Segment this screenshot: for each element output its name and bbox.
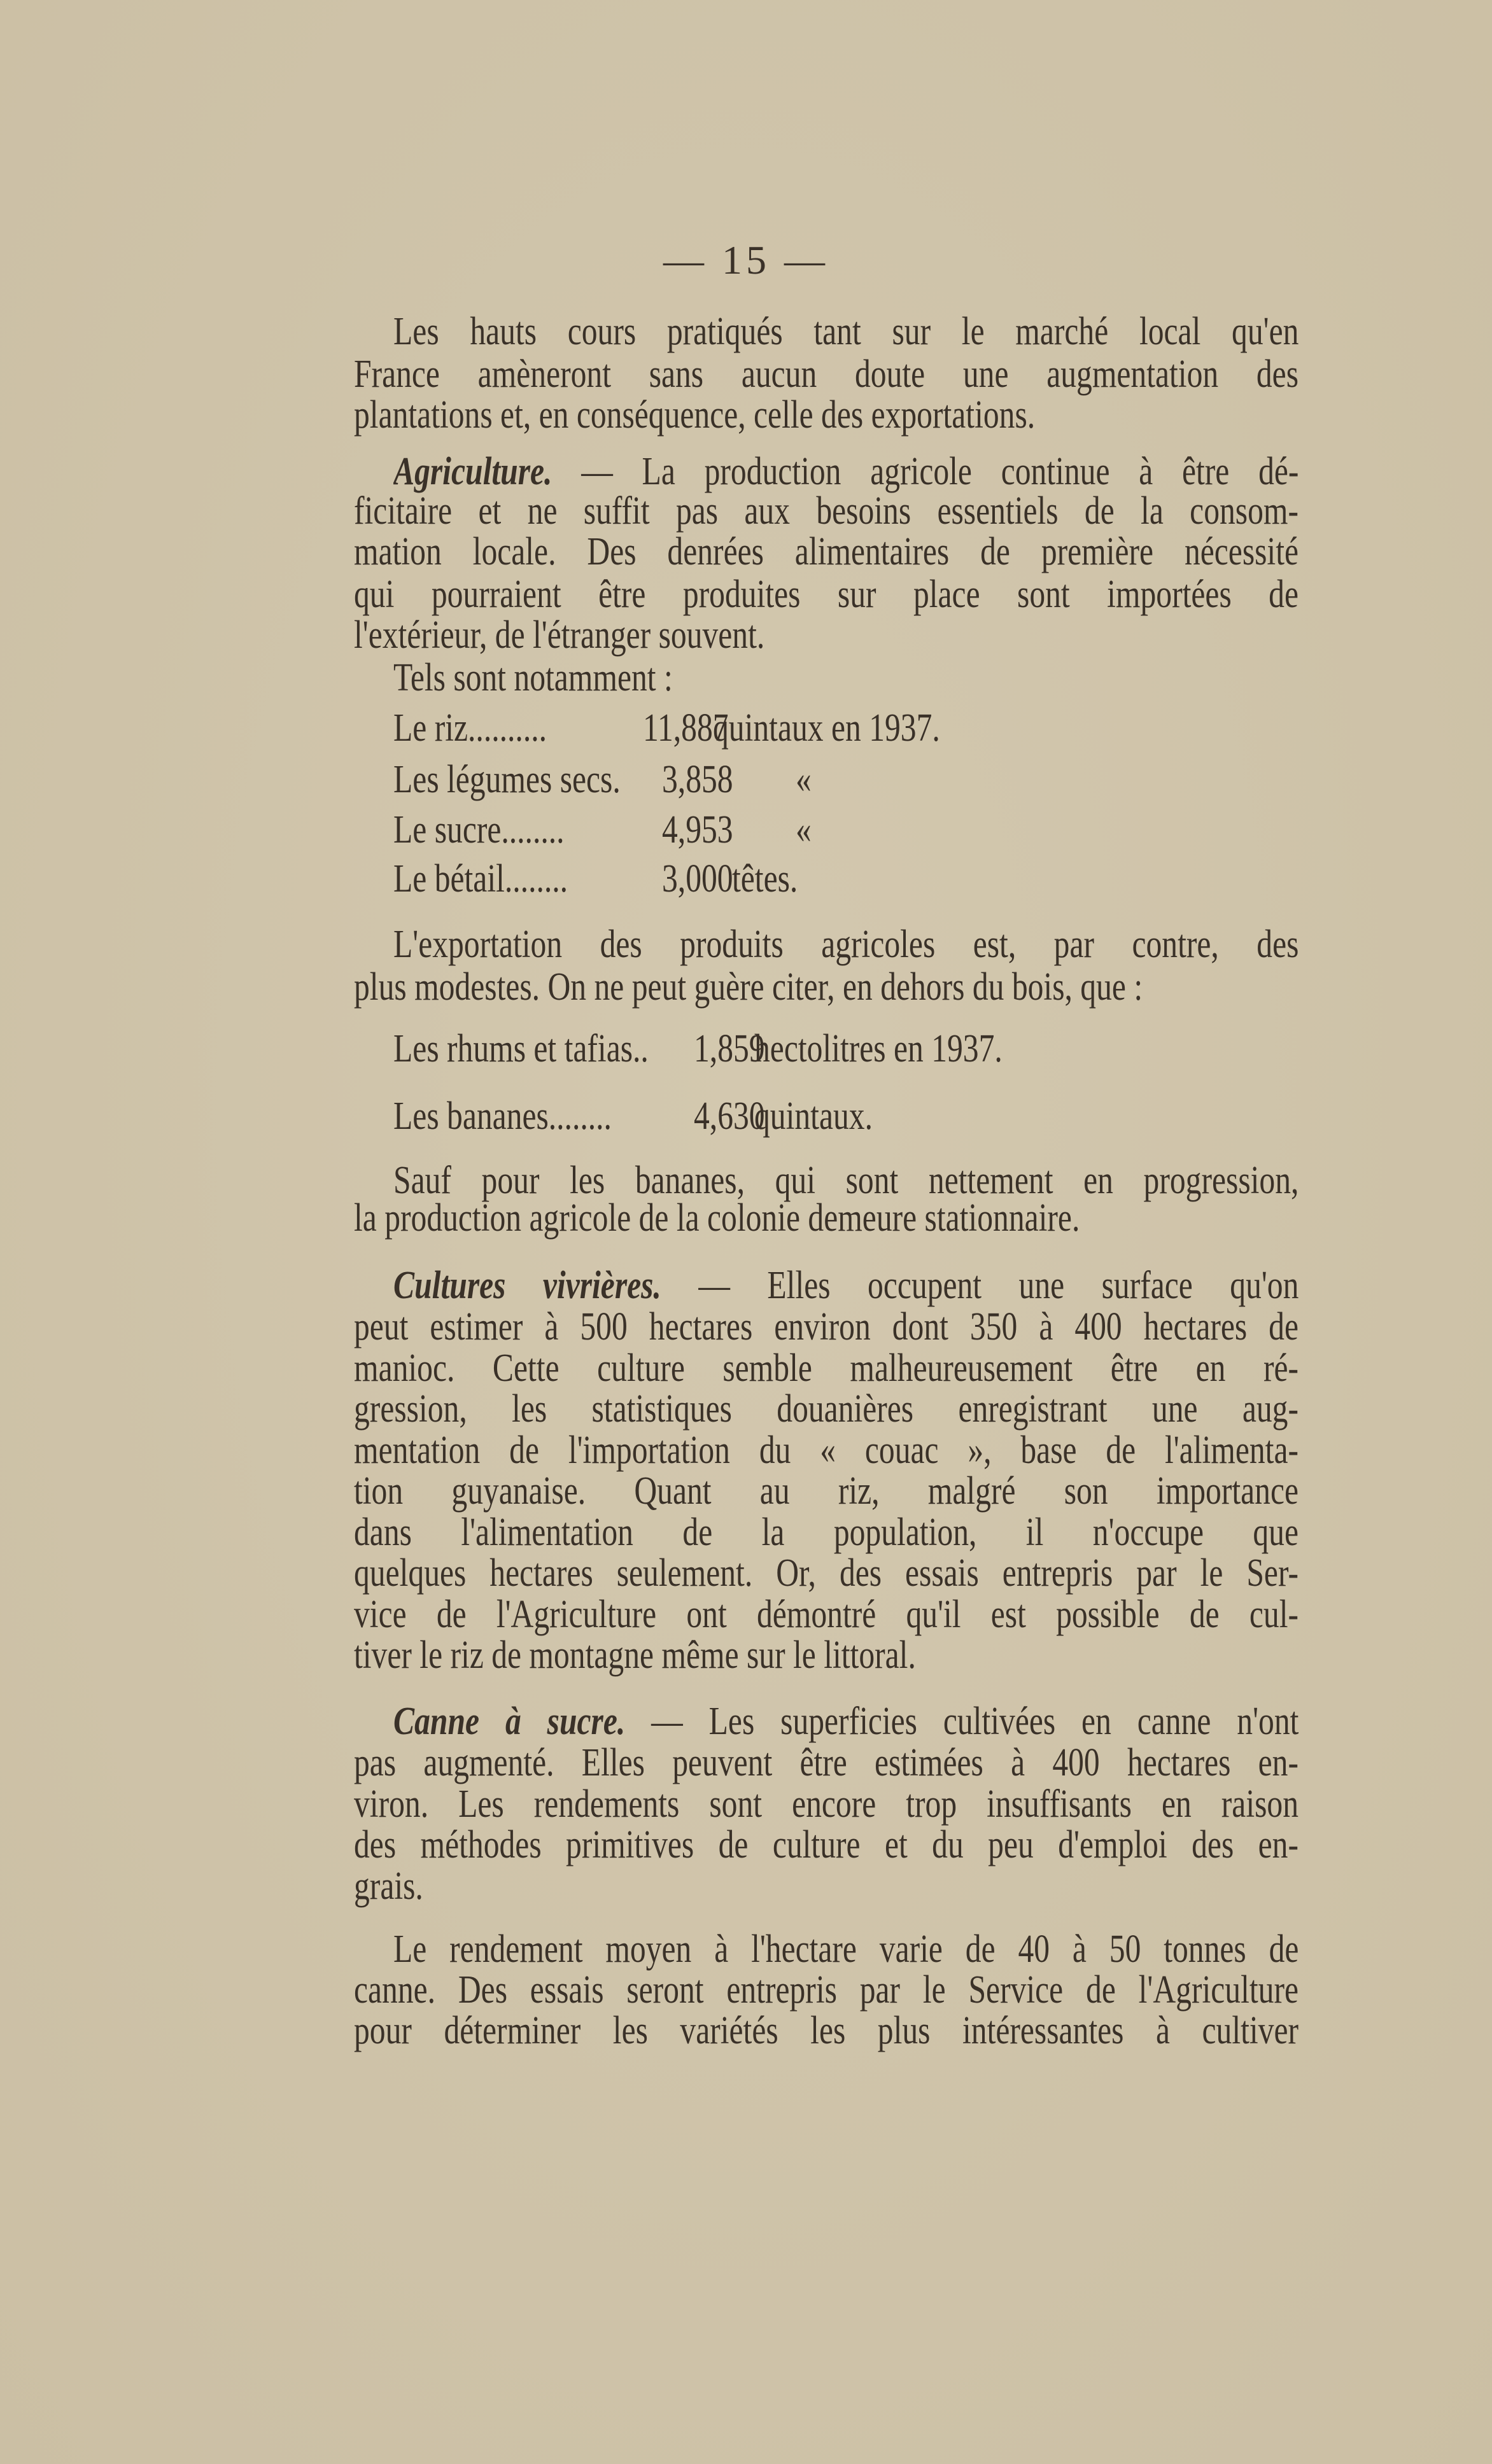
table-cell-unit: quintaux en 1937. [713,706,940,750]
paragraph-line: viron. Les rendements sont encore trop insuffisants en raison [354,1782,1298,1826]
paragraph-line: pour déterminer les variétés les plus intéressantes à cultiver [354,2009,1298,2052]
table-cell-value: 3,000 [662,857,733,900]
table-cell-unit: têtes. [732,857,798,900]
paragraph-line: pas augmenté. Elles peuvent être estimées à 400 hectares en- [354,1741,1298,1784]
text-span: — Elles occupent une surface qu'on [698,1264,1299,1307]
paragraph-line: mation locale. Des denrées alimentaires de première nécessité [354,530,1298,573]
paragraph-line: la production agricole de la colonie demeure stationnaire. [354,1196,1080,1240]
table-cell-label: Les bananes........ [393,1095,612,1138]
section-heading: Canne à sucre. [393,1700,626,1743]
paragraph-line: plantations et, en conséquence, celle des exportations. [354,393,1036,437]
paragraph-line: l'extérieur, de l'étranger souvent. [354,613,765,657]
table-cell-unit: hectolitres en 1937. [754,1027,1003,1070]
table-cell-unit: « [796,808,812,851]
table-cell-unit: quintaux. [754,1095,873,1138]
table-cell-value: 4,953 [662,808,733,851]
paragraph-line: grais. [354,1865,423,1908]
paragraph-line: L'exportation des produits agricoles est, par contre, des [393,923,1299,966]
paragraph-line: peut estimer à 500 hectares environ dont 350 à 400 hectares de [354,1305,1298,1348]
paragraph-line [393,1263,1298,1308]
paragraph-line: manioc. Cette culture semble malheureusement être en ré- [354,1347,1298,1390]
paragraph-line: vice de l'Agriculture ont démontré qu'il est possible de cul- [354,1593,1298,1636]
paragraph-line: Sauf pour les bananes, qui sont nettement en progression, [393,1159,1299,1202]
page-number: — 15 — [663,237,829,283]
paragraph-line: plus modestes. On ne peut guère citer, en dehors du bois, que : [354,965,1143,1009]
paragraph-line: des méthodes primitives de culture et du peu d'emploi des en- [354,1823,1298,1866]
section-heading: Agriculture. [393,450,552,493]
table-cell-label: Les légumes secs. [393,758,621,801]
paragraph-line [393,1698,1298,1744]
table-cell-label: Le sucre........ [393,808,565,851]
paragraph-line: mentation de l'importation du « couac », base de l'alimenta- [354,1429,1298,1472]
paragraph-line: ficitaire et ne suffit pas aux besoins essentiels de la consom- [354,489,1298,533]
list-intro: Tels sont notamment : [393,656,673,699]
paragraph-line: canne. Des essais seront entrepris par le Service de l'Agriculture [354,1968,1298,2012]
paragraph-line: tiver le riz de montagne même sur le littoral. [354,1634,916,1677]
paragraph-line: France amèneront sans aucun doute une augmentation des [354,353,1298,396]
text-span: — Les superficies cultivées en canne n'ont [651,1700,1299,1743]
section-heading: Cultures vivrières. [393,1264,661,1307]
table-cell-label: Le bétail........ [393,857,568,900]
table-cell-value: 3,858 [662,758,733,801]
paragraph-line: qui pourraient être produites sur place sont importées de [354,573,1298,616]
table-cell-value: 4,630 [694,1095,765,1138]
paragraph-line: tion guyanaise. Quant au riz, malgré son importance [354,1469,1298,1513]
table-cell-unit: « [796,758,812,801]
paragraph-line: Les hauts cours pratiqués tant sur le marché local qu'en [393,310,1299,353]
table-cell-label: Le riz.......... [393,706,547,750]
table-cell-value: 11,887 [643,706,729,750]
table-cell-value: 1,859 [694,1027,765,1070]
paragraph-line: quelques hectares seulement. Or, des essais entrepris par le Ser- [354,1551,1298,1595]
paragraph-line: dans l'alimentation de la population, il n'occupe que [354,1511,1298,1554]
paragraph-line: gression, les statistiques douanières enregistrant une aug- [354,1387,1298,1431]
text-span: — La production agricole continue à être dé- [581,450,1299,493]
paragraph-line: Le rendement moyen à l'hectare varie de 40 à 50 tonnes de [393,1928,1299,1971]
table-cell-label: Les rhums et tafias.. [393,1027,649,1070]
